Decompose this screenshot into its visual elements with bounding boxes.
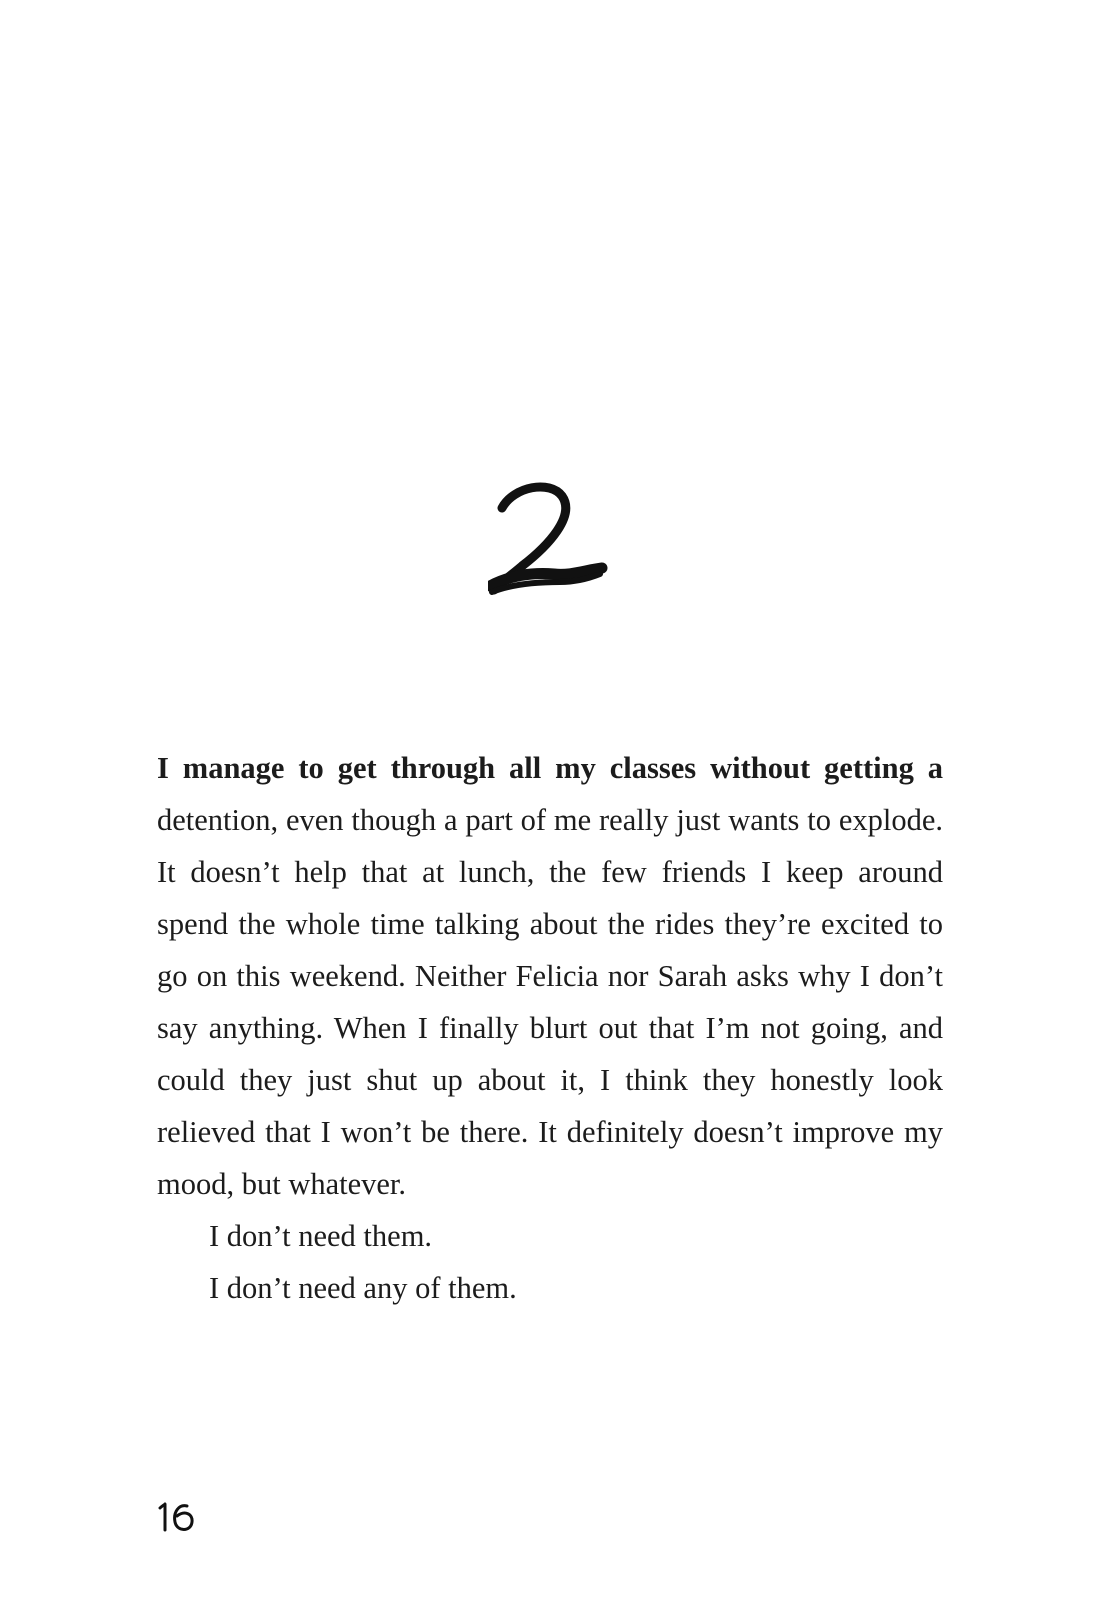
chapter-number-glyph: [488, 480, 608, 610]
paragraph-3: I don’t need any of them.: [209, 1271, 517, 1305]
chapter-number: [488, 480, 608, 610]
paragraph-1-text: detention, even though a part of me really just wants to explode. It doesn’t help that at lunch, the few friends I keep around spend the whole time talking about the rides they’re excited to go on this weekend. Neither Felicia nor Sarah asks why I don’t say anything. When I finally blurt out that I’m not going, and could they just shut up about it, I think they honestly look relieved that I won’t be there. It definitely doesn’t improve my mood, but whatever.: [157, 803, 943, 1201]
paragraph-2: I don’t need them.: [209, 1219, 433, 1253]
page-number-glyph: [157, 1500, 197, 1534]
paragraph-1: [157, 742, 943, 1210]
chapter-number-text: [488, 610, 489, 611]
page-number: [157, 1500, 197, 1534]
chapter-body: [157, 742, 943, 1314]
lead-in-bold: I manage to get through all my classes without getting a: [157, 751, 943, 785]
